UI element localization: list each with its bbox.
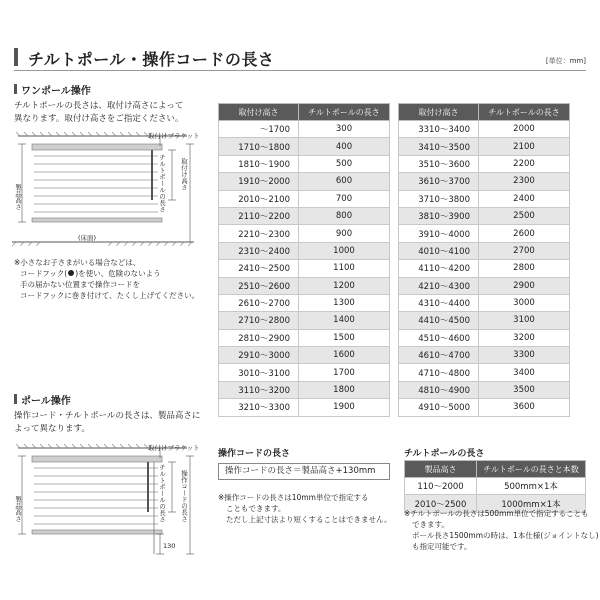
- table-row: [219, 207, 390, 224]
- pole-op-intro-2: よって異なります。: [14, 424, 90, 434]
- table-row: [219, 277, 390, 294]
- height-range-cell: 3910～4000: [399, 225, 479, 242]
- height-range-cell: 2010～2500: [405, 495, 477, 512]
- table-row: [219, 190, 390, 207]
- tilt-note-1: ※チルトポールの長さは500mm単位で指定することも: [404, 509, 589, 518]
- height-range-cell: 3410～3500: [399, 138, 479, 155]
- table-row: [219, 260, 390, 277]
- unit-label: [単位：mm]: [545, 57, 586, 65]
- height-range-cell: 3010～3100: [219, 364, 299, 381]
- length-cell: 500mm×1本: [477, 478, 586, 495]
- height-range-cell: 3510～3600: [399, 155, 479, 172]
- height-range-cell: 4810～4900: [399, 381, 479, 398]
- height-range-cell: 4910～5000: [399, 399, 479, 416]
- height-range-cell: 2010～2100: [219, 190, 299, 207]
- length-cell: 3400: [479, 364, 570, 381]
- tilt-note-2: できます。: [412, 520, 449, 529]
- height-range-cell: 2610～2700: [219, 294, 299, 311]
- length-cell: 1500: [299, 329, 390, 346]
- table-row: [399, 381, 570, 398]
- table-row: [219, 329, 390, 346]
- height-range-cell: 1710～1800: [219, 138, 299, 155]
- tilt-header-product-height: 製品高さ: [405, 461, 477, 478]
- pole-length-label: チルトポールの長さ: [158, 464, 166, 523]
- height-range-cell: 4010～4100: [399, 242, 479, 259]
- height-range-cell: 1810～1900: [219, 155, 299, 172]
- length-cell: 2000: [479, 121, 570, 138]
- cord-note-2: こともできます。: [226, 504, 286, 513]
- height-range-cell: 2710～2800: [219, 312, 299, 329]
- length-cell: 2300: [479, 173, 570, 190]
- length-cell: 800: [299, 207, 390, 224]
- one-pole-note-2: コードフック( )を使い、危険のないよう: [20, 269, 161, 278]
- height-range-cell: 3310～3400: [399, 121, 479, 138]
- one-pole-intro-2: 異なります。取付け高さをご指定ください。: [14, 114, 184, 124]
- table-row: [219, 347, 390, 364]
- section-mark: [14, 394, 17, 404]
- tilt-note-4: も指定可能です。: [412, 542, 472, 551]
- height-range-cell: 4710～4800: [399, 364, 479, 381]
- length-cell: 700: [299, 190, 390, 207]
- table-row: [219, 138, 390, 155]
- height-range-cell: 4610～4700: [399, 347, 479, 364]
- table-row: [219, 225, 390, 242]
- height-range-cell: 4110～4200: [399, 260, 479, 277]
- section-label: ポール操作: [21, 396, 71, 407]
- length-cell: 2900: [479, 277, 570, 294]
- length-cell: 3100: [479, 312, 570, 329]
- product-height-label: 製品高さ: [14, 496, 22, 522]
- height-range-cell: 4410～4500: [399, 312, 479, 329]
- table-header-mount-height: 取付け高さ: [399, 104, 479, 121]
- height-range-cell: 2910～3000: [219, 347, 299, 364]
- length-cell: 3300: [479, 347, 570, 364]
- tilt-pole-heading: チルトポールの長さ: [404, 449, 485, 459]
- floor-label: (床面): [78, 234, 97, 242]
- offset-label: 130: [163, 542, 176, 550]
- length-cell: 500: [299, 155, 390, 172]
- length-cell: 3500: [479, 381, 570, 398]
- length-cell: 2200: [479, 155, 570, 172]
- table-row: [219, 399, 390, 416]
- product-height-label: 製品高さ: [14, 184, 22, 210]
- table-row: [219, 381, 390, 398]
- height-range-cell: 3110～3200: [219, 381, 299, 398]
- height-table-left: [218, 103, 390, 417]
- table-row: [399, 242, 570, 259]
- length-cell: 1000mm×1本: [477, 495, 586, 512]
- tilt-note-3: ポール長さ1500mmの時は、1本仕様(ジョイントなし): [412, 531, 599, 540]
- length-cell: 1900: [299, 399, 390, 416]
- table-row: [399, 260, 570, 277]
- length-cell: 1200: [299, 277, 390, 294]
- one-pole-note-1: ※小さなお子さまがいる場合などは、: [14, 258, 141, 267]
- pole-length-label: チルトポールの長さ: [158, 154, 166, 213]
- table-row: [399, 207, 570, 224]
- table-row: [399, 277, 570, 294]
- length-cell: 2400: [479, 190, 570, 207]
- pole-operation-diagram: [12, 440, 202, 562]
- length-cell: 1300: [299, 294, 390, 311]
- length-cell: 1800: [299, 381, 390, 398]
- bracket-label: 取付けブラケット: [148, 132, 200, 140]
- height-range-cell: 3610～3700: [399, 173, 479, 190]
- cord-length-label: 操作コードの長さ: [180, 470, 188, 522]
- table-row: [399, 399, 570, 416]
- one-pole-intro-1: チルトポールの長さは、取付け高さによって: [14, 101, 184, 111]
- height-range-cell: 4310～4400: [399, 294, 479, 311]
- table-row: [399, 225, 570, 242]
- table-row: [399, 312, 570, 329]
- height-range-cell: 2510～2600: [219, 277, 299, 294]
- cord-note-3: ただし上記寸法より短くすることはできません。: [226, 515, 392, 524]
- length-cell: 2500: [479, 207, 570, 224]
- height-range-cell: 3810～3900: [399, 207, 479, 224]
- table-header-mount-height: 取付け高さ: [219, 104, 299, 121]
- table-row: [219, 364, 390, 381]
- height-range-cell: 2110～2200: [219, 207, 299, 224]
- height-range-cell: 110～2000: [405, 478, 477, 495]
- table-row: [399, 155, 570, 172]
- height-range-cell: 2410～2500: [219, 260, 299, 277]
- length-cell: 1100: [299, 260, 390, 277]
- height-range-cell: 2210～2300: [219, 225, 299, 242]
- table-row: [219, 242, 390, 259]
- length-cell: 2600: [479, 225, 570, 242]
- section-one-pole-heading: [14, 82, 134, 96]
- length-cell: 1000: [299, 242, 390, 259]
- page-header: [14, 44, 586, 72]
- table-row: [399, 121, 570, 138]
- length-cell: 2100: [479, 138, 570, 155]
- length-cell: 600: [299, 173, 390, 190]
- one-pole-note-3: 手の届かない位置まで操作コードを: [20, 280, 140, 289]
- tilt-header-pole-count: チルトポールの長さと本数: [477, 461, 586, 478]
- bracket-label: 取付けブラケット: [148, 444, 200, 452]
- height-range-cell: 3710～3800: [399, 190, 479, 207]
- length-cell: 2800: [479, 260, 570, 277]
- length-cell: 1400: [299, 312, 390, 329]
- length-cell: 1700: [299, 364, 390, 381]
- length-cell: 900: [299, 225, 390, 242]
- length-cell: 300: [299, 121, 390, 138]
- height-range-cell: 2310～2400: [219, 242, 299, 259]
- one-pole-diagram: [12, 128, 202, 256]
- cord-formula: 操作コードの長さ＝製品高さ+130mm: [218, 463, 390, 480]
- one-pole-note-4: コードフックに巻き付けて、たくし上げてください。: [20, 291, 200, 300]
- table-header-pole-length: チルトポールの長さ: [479, 104, 570, 121]
- section-mark: [14, 84, 17, 94]
- table-row: [219, 294, 390, 311]
- length-cell: 1600: [299, 347, 390, 364]
- cord-length-heading: 操作コードの長さ: [218, 449, 291, 459]
- length-cell: 3000: [479, 294, 570, 311]
- height-table-right: [398, 103, 570, 417]
- table-row: [219, 173, 390, 190]
- table-row: [399, 138, 570, 155]
- mount-height-label: 取付け高さ: [180, 158, 188, 191]
- height-range-cell: 4210～4300: [399, 277, 479, 294]
- table-row: [399, 173, 570, 190]
- height-range-cell: ～1700: [219, 121, 299, 138]
- pole-op-intro-1: 操作コード・チルトポールの長さは、製品高さに: [14, 411, 201, 421]
- header-rule: [14, 70, 586, 71]
- cord-hook-icon: [68, 270, 74, 276]
- table-row: [399, 364, 570, 381]
- height-range-cell: 2810～2900: [219, 329, 299, 346]
- length-cell: 3600: [479, 399, 570, 416]
- height-range-cell: 3210～3300: [219, 399, 299, 416]
- section-pole-operation-heading: [14, 392, 134, 406]
- height-range-cell: 1910～2000: [219, 173, 299, 190]
- table-row: [399, 347, 570, 364]
- length-cell: 3200: [479, 329, 570, 346]
- page-title: チルトポール・操作コードの長さ: [28, 50, 275, 69]
- title-accent-bar: [14, 48, 18, 66]
- table-row: [399, 190, 570, 207]
- tilt-pole-table: [404, 460, 586, 513]
- section-label: ワンポール操作: [21, 86, 91, 97]
- cord-note-1: ※操作コードの長さは10mm単位で指定する: [218, 493, 369, 502]
- table-row: [399, 294, 570, 311]
- table-row: [219, 312, 390, 329]
- table-header-pole-length: チルトポールの長さ: [299, 104, 390, 121]
- table-row: [219, 155, 390, 172]
- table-row: [399, 329, 570, 346]
- height-range-cell: 4510～4600: [399, 329, 479, 346]
- table-row: [219, 121, 390, 138]
- length-cell: 2700: [479, 242, 570, 259]
- length-cell: 400: [299, 138, 390, 155]
- table-row: [405, 478, 586, 495]
